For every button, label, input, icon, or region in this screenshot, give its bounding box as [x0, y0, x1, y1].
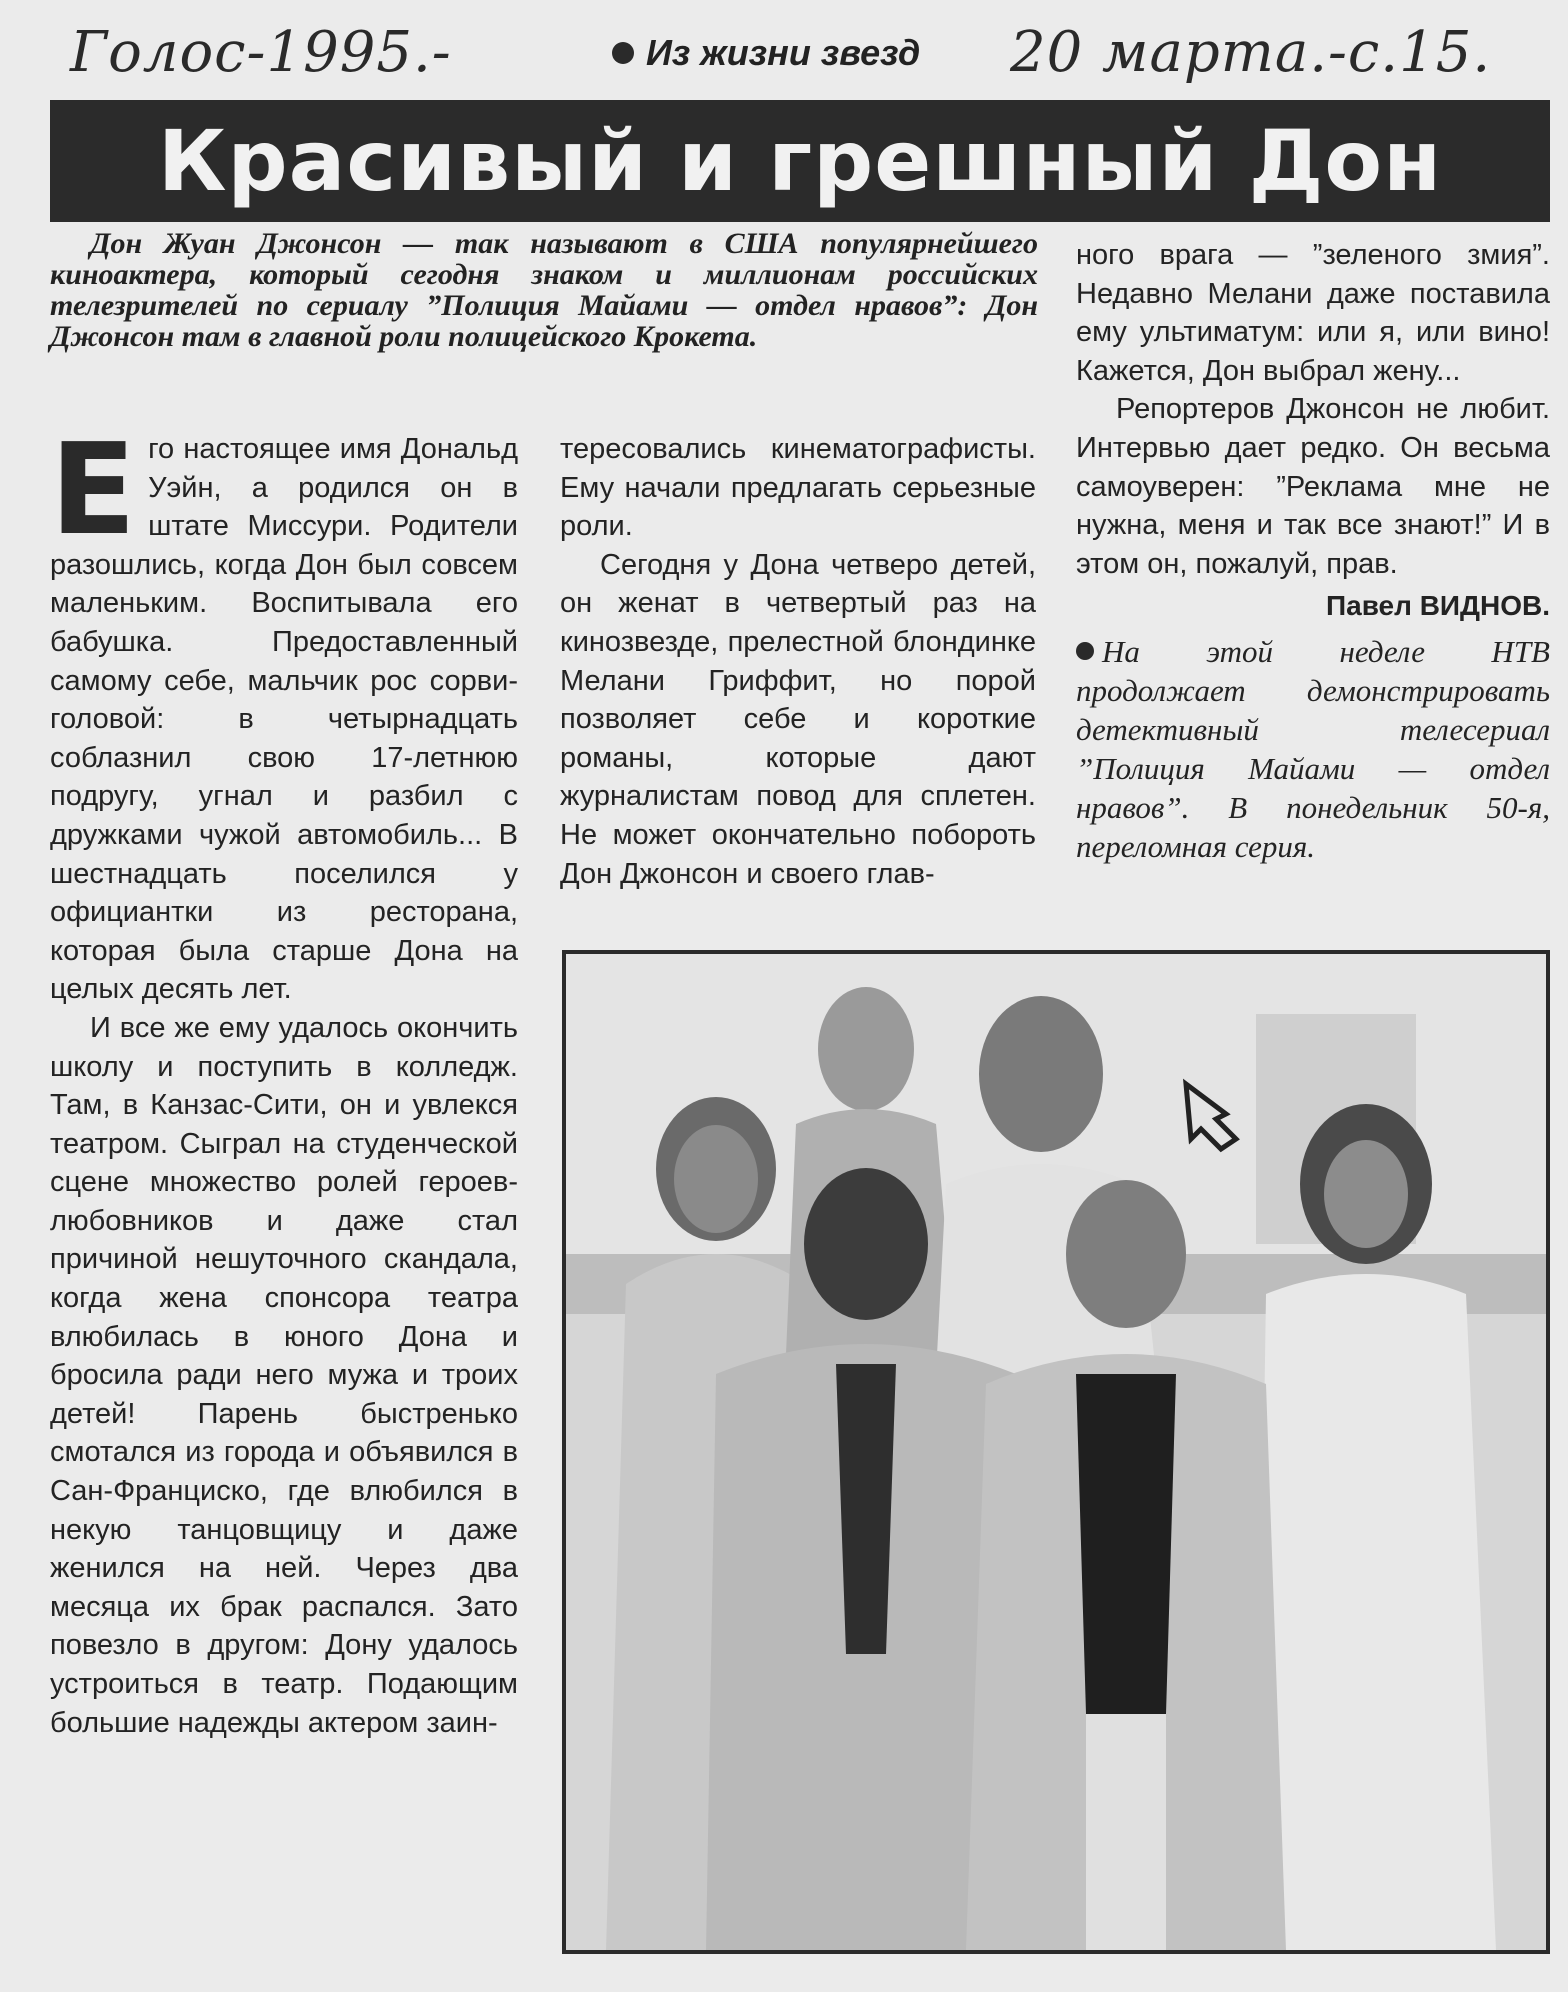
paragraph-text: го настоящее имя Дональд Уэйн, а родился он в штате Миссури. Родители разошлись, когда Дон был совсем маленьким. Воспитывала его бабушка. Предоставленный самому себе, мальчик рос сорви-головой: в четырнадцать соблазнил свою 17-летнюю подругу, угнал и разбил с дружками чужой автомобиль... В шестнадцать поселился у официантки из ресторана, которая была старше Дона на целых десять лет. [50, 433, 518, 1006]
paragraph: Репортеров Джонсон не любит. Интервью дает редко. Он весьма самоуверен: ”Реклама мне не нужна, меня и так все знают!” И в этом он, пожалуй, прав. [1076, 393, 1550, 580]
paragraph [50, 416, 518, 1009]
drop-cap: Е [50, 416, 137, 563]
paragraph: тересовались кинематографисты. Ему начали предлагать серьезные роли. [560, 433, 1036, 543]
broadcast-note [1076, 632, 1550, 866]
article-column-1 [50, 416, 518, 1742]
headline: Красивый и грешный Дон [157, 112, 1443, 210]
paragraph: И все же ему удалось окончить школу и поступить в колледж. Там, в Канзас-Сити, он и увлекся театром. Сыграл на студенческой сцене множество ролей героев-любовников и даже стал причиной нешуточного скандала, когда жена спонсора театра влюбилась в юного Дона и бросила ради него мужа и троих детей! Парень быстренько смотался из города и объявился в Сан-Франциско, где влюбился в некую танцовщицу и даже женился на ней. Через два месяца их брак распался. Зато повезло в другом: Дону удалось устроиться в театр. Подающим большие надежды актером заин- [50, 1011, 518, 1739]
article-column-3 [1076, 236, 1550, 866]
cast-photo-illustration [566, 954, 1546, 1950]
handwritten-date-note: 20 марта.-с.15. [1010, 20, 1492, 85]
paragraph: Сегодня у Дона четверо детей, он женат в четвертый раз на кинозвезде, прелестной блондинке Мелани Гриффит, но порой позволяет себе и короткие романы, которые дают журналистам повод для сплетен. Не может окончательно побороть Дон Джонсон и своего глав- [560, 548, 1036, 890]
bullet-dot-icon [1076, 642, 1094, 660]
headline-bar [50, 100, 1550, 222]
handwritten-source-note: Голос-1995.- [70, 20, 452, 85]
rubric [612, 32, 920, 74]
bullet-dot-icon [612, 42, 634, 64]
lead-paragraph: Дон Жуан Джонсон — так называют в США популярнейшего киноактера, который сегодня знаком и миллионам российских телезрителей по сериалу ”Полиция Майами — отдел нравов”: Дон Джонсон там в главной роли полицейского Крокета. [50, 227, 1038, 353]
cast-photo [562, 950, 1550, 1954]
article-column-2 [560, 430, 1036, 893]
broadcast-note-text: На этой неделе НТВ продолжает демонстрировать детективный телесериал ”Полиция Майами — отдел нравов”. В понедельник 50-я, переломная серия. [1076, 633, 1550, 864]
rubric-label: Из жизни звезд [646, 32, 921, 73]
author-byline: Павел ВИДНОВ. [1326, 590, 1550, 622]
paragraph: ного врага — ”зеленого змия”. Недавно Мелани даже поставила ему ультиматум: или я, или вино! Кажется, Дон выбрал жену... [1076, 239, 1550, 387]
